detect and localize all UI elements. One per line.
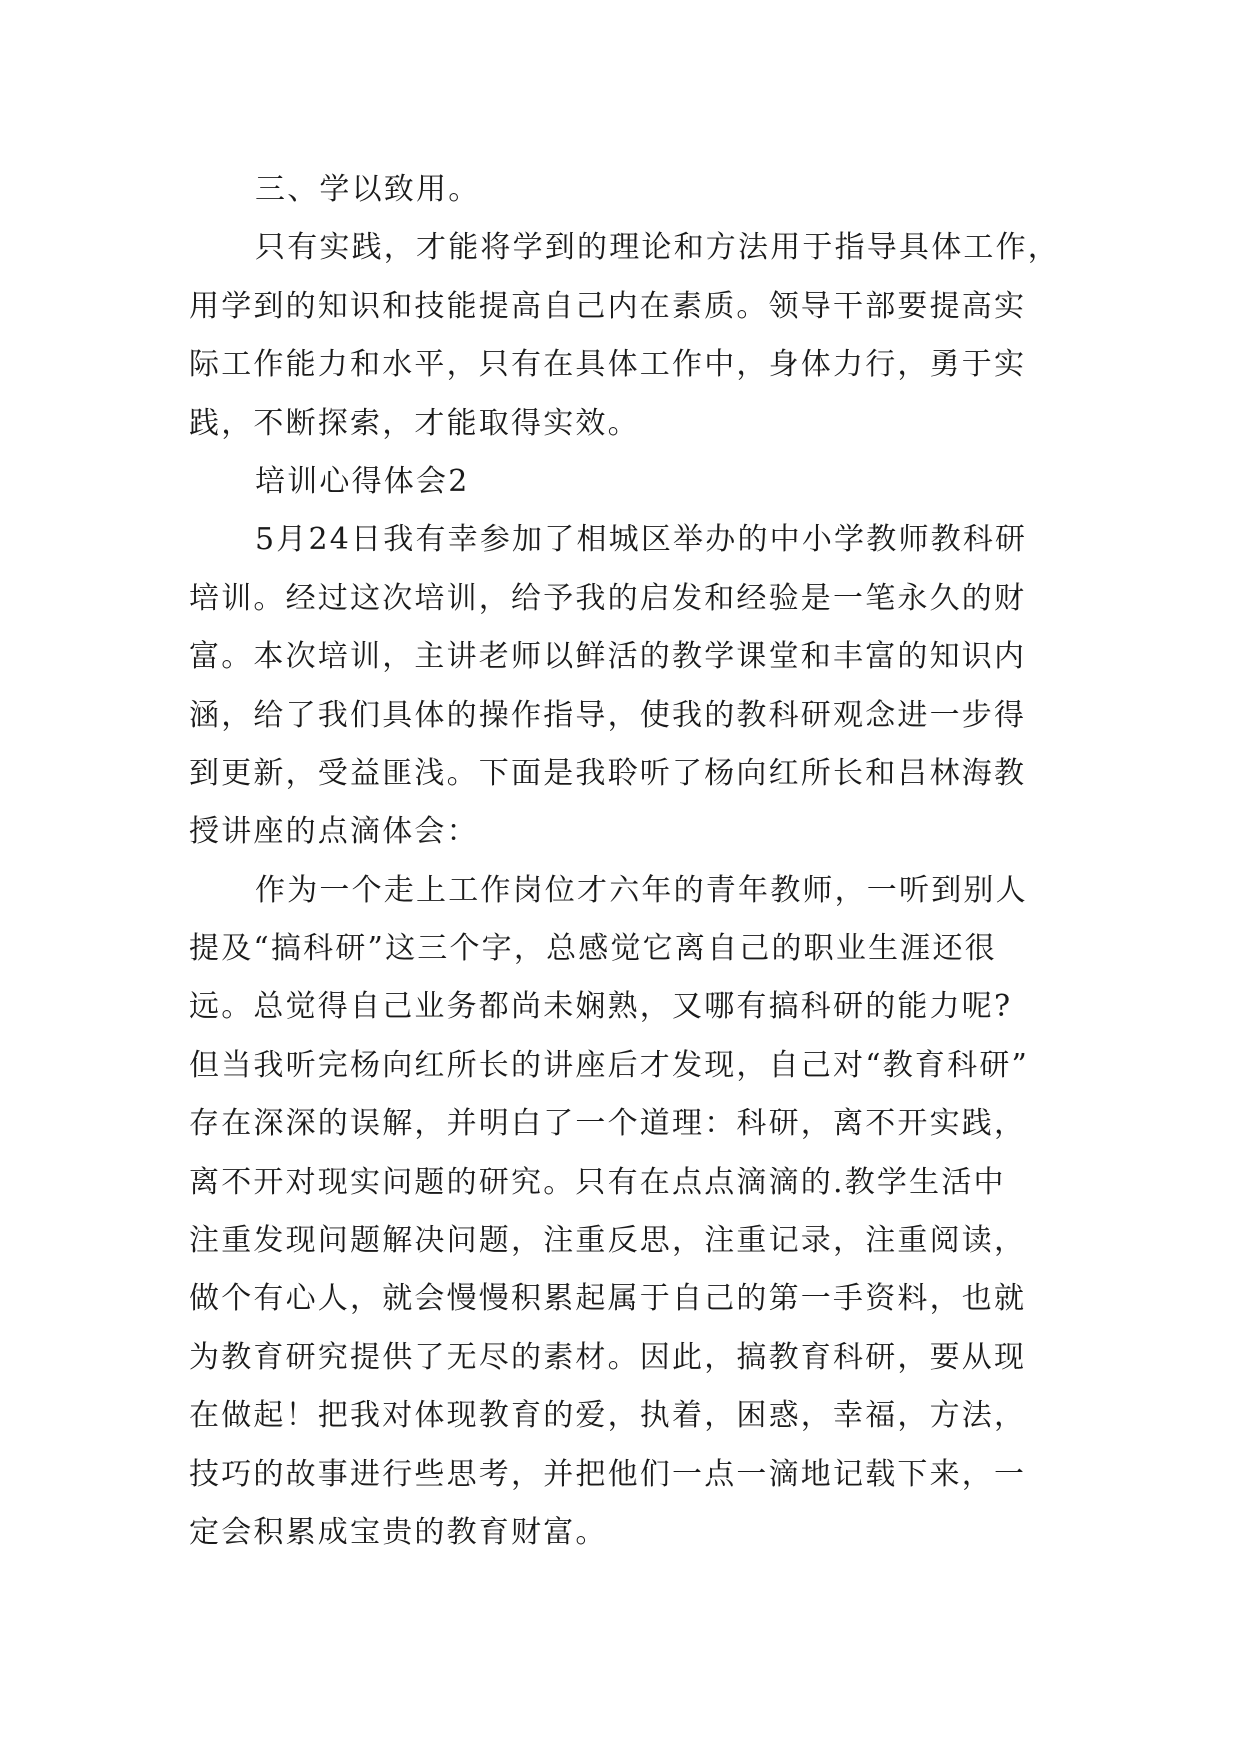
paragraph-line: 注重发现问题解决问题，注重反思，注重记录，注重阅读， <box>189 1223 1027 1259</box>
paragraph-line: 授讲座的点滴体会： <box>189 814 479 850</box>
section-heading: 三、学以致用。 <box>255 172 481 207</box>
paragraph-line: 培训。经过这次培训，给予我的启发和经验是一笔永久的财 <box>189 580 1027 616</box>
paragraph-line: 做个有心人，就会慢慢积累起属于自己的第一手资料，也就 <box>189 1281 1027 1317</box>
paragraph-line: 为教育研究提供了无尽的素材。因此，搞教育科研，要从现 <box>189 1339 1027 1375</box>
paragraph-line: 远。总觉得自己业务都尚未娴熟，又哪有搞科研的能力呢? <box>189 989 1013 1025</box>
paragraph-line: 离不开对现实问题的研究。只有在点点滴滴的.教学生活中 <box>189 1164 1006 1200</box>
paragraph-line: 存在深深的误解，并明白了一个道理：科研，离不开实践， <box>189 1106 1027 1142</box>
paragraph-line: 作为一个走上工作岗位才六年的青年教师，一听到别人 <box>255 872 1028 908</box>
paragraph-line: 5月24日我有幸参加了相城区举办的中小学教师教科研 <box>255 522 1028 558</box>
paragraph-line: 技巧的故事进行些思考，并把他们一点一滴地记载下来，一 <box>189 1456 1027 1492</box>
paragraph-line: 富。本次培训，主讲老师以鲜活的教学课堂和丰富的知识内 <box>189 639 1027 675</box>
paragraph-line: 践，不断探索，才能取得实效。 <box>189 405 640 441</box>
document-body <box>189 161 1069 1562</box>
paragraph-line: 涵，给了我们具体的操作指导，使我的教科研观念进一步得 <box>189 697 1027 733</box>
paragraph-line: 到更新，受益匪浅。下面是我聆听了杨向红所长和吕林海教 <box>189 755 1027 791</box>
paragraph-line: 际工作能力和水平，只有在具体工作中，身体力行，勇于实 <box>189 347 1027 383</box>
paragraph-line: 只有实践，才能将学到的理论和方法用于指导具体工作， <box>255 230 1060 266</box>
paragraph-line: 用学到的知识和技能提高自己内在素质。领导干部要提高实 <box>189 288 1027 324</box>
paragraph-line: 在做起！把我对体现教育的爱，执着，困惑，幸福，方法， <box>189 1398 1027 1434</box>
article-title: 培训心得体会2 <box>255 463 470 499</box>
paragraph-line: 定会积累成宝贵的教育财富。 <box>189 1514 608 1550</box>
paragraph-line: 但当我听完杨向红所长的讲座后才发现，自己对“教育科研” <box>189 1047 1030 1083</box>
paragraph-line: 提及“搞科研”这三个字，总感觉它离自己的职业生涯还很 <box>189 931 997 967</box>
